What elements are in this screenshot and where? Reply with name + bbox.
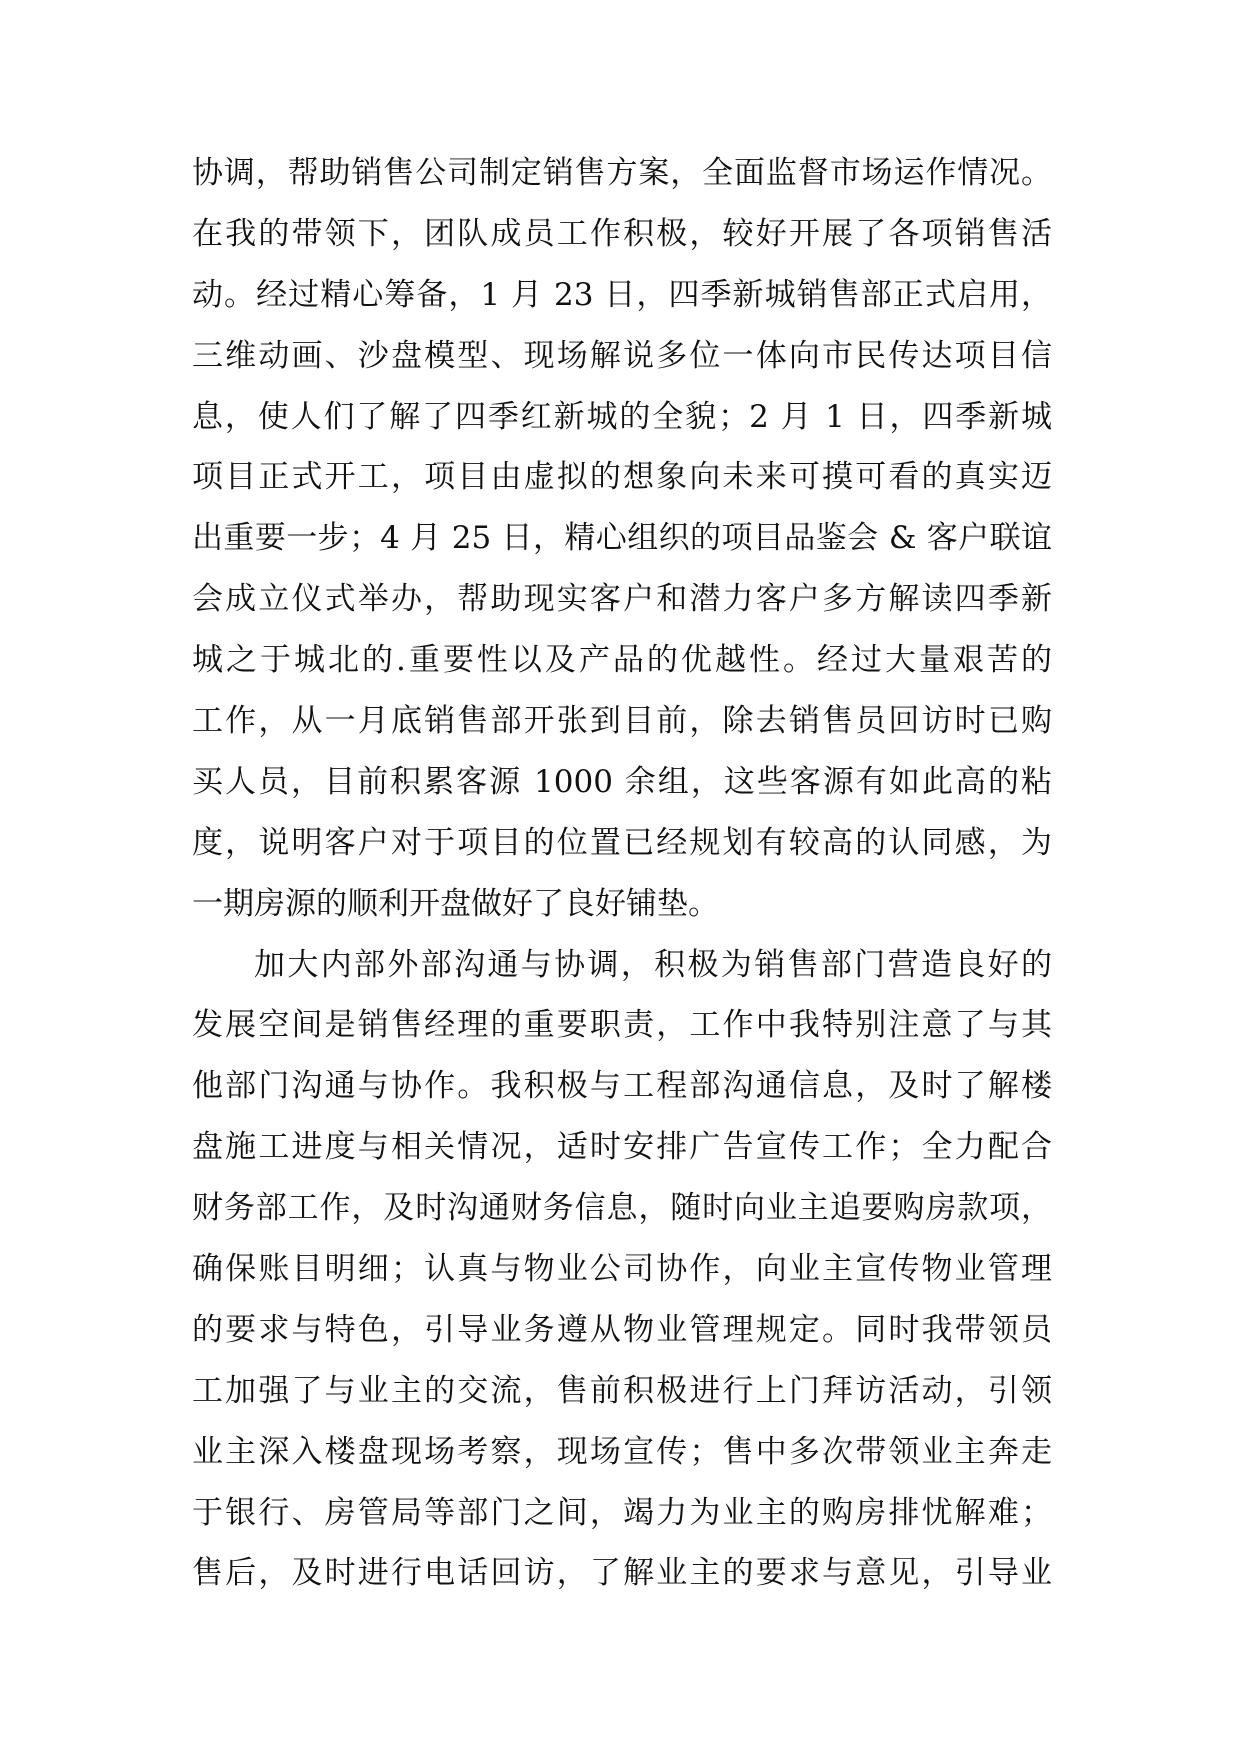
- text-line: 出重要一步；4 月 25 日，精心组织的项目品鉴会 & 客户联谊: [192, 520, 1052, 557]
- text-line: 发展空间是销售经理的重要职责，工作中我特别注意了与其: [192, 1007, 1052, 1044]
- text-line: 买人员，目前积累客源 1000 余组，这些客源有如此高的粘: [192, 763, 1052, 800]
- text-line: 息，使人们了解了四季红新城的全貌；2 月 1 日，四季新城: [192, 398, 1052, 435]
- text-line: 确保账目明细；认真与物业公司协作，向业主宣传物业管理: [192, 1251, 1052, 1288]
- text-line: 他部门沟通与协作。我积极与工程部沟通信息，及时了解楼: [192, 1068, 1052, 1105]
- text-line: 协调，帮助销售公司制定销售方案，全面监督市场运作情况。: [192, 155, 1052, 191]
- text-line: 三维动画、沙盘模型、现场解说多位一体向市民传达项目信: [192, 337, 1052, 374]
- text-line: 业主深入楼盘现场考察，现场宣传；售中多次带领业主奔走: [192, 1433, 1052, 1470]
- text-line: 售后，及时进行电话回访，了解业主的要求与意见，引导业: [192, 1555, 1052, 1592]
- text-line: 的要求与特色，引导业务遵从物业管理规定。同时我带领员: [192, 1311, 1052, 1348]
- text-line: 项目正式开工，项目由虚拟的想象向未来可摸可看的真实迈: [192, 459, 1052, 496]
- text-line: 动。经过精心筹备，1 月 23 日，四季新城销售部正式启用，: [192, 276, 1052, 313]
- text-line: 度，说明客户对于项目的位置已经规划有较高的认同感，为: [192, 824, 1052, 861]
- body-text: [192, 143, 1052, 1604]
- text-line: 在我的带领下，团队成员工作积极，较好开展了各项销售活: [192, 215, 1052, 252]
- text-line: 于银行、房管局等部门之间，竭力为业主的购房排忧解难；: [192, 1494, 1052, 1531]
- text-line: 会成立仪式举办，帮助现实客户和潜力客户多方解读四季新: [192, 581, 1052, 618]
- text-line: 城之于城北的.重要性以及产品的优越性。经过大量艰苦的: [192, 642, 1052, 679]
- text-line: 盘施工进度与相关情况，适时安排广告宣传工作；全力配合: [192, 1129, 1052, 1166]
- text-line: 加大内部外部沟通与协调，积极为销售部门营造良好的: [254, 946, 1052, 983]
- text-line: 财务部工作，及时沟通财务信息，随时向业主追要购房款项，: [192, 1190, 1052, 1227]
- text-line: 工加强了与业主的交流，售前积极进行上门拜访活动，引领: [192, 1372, 1052, 1409]
- text-line: 工作，从一月底销售部开张到目前，除去销售员回访时已购: [192, 703, 1052, 740]
- text-line: 一期房源的顺利开盘做好了良好铺垫。: [192, 885, 719, 922]
